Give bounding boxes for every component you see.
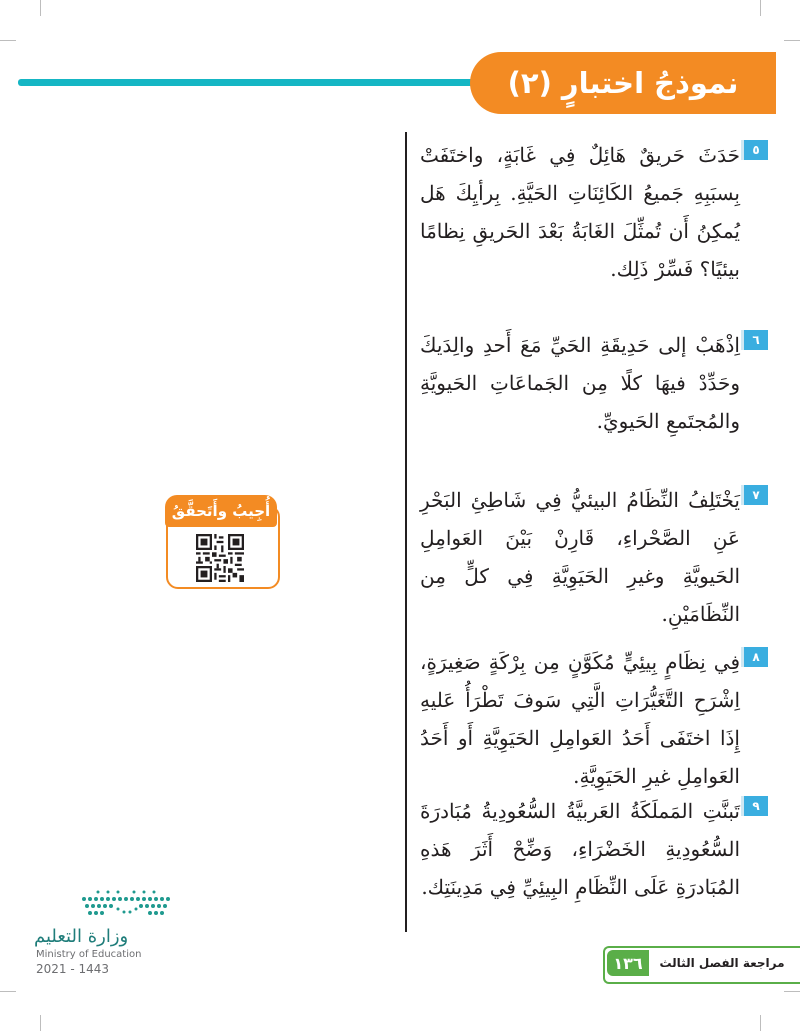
crop-mark: [40, 1015, 41, 1031]
question-text: يَخْتَلِفُ النِّظَامُ البيئيُّ فِي شَاطِئِ البَحْرِ عَنِ الصَّحْراءِ، قَارِنْ بَيْنَ العَوامِلِ الحَيويَّةِ وغيرِ الحَيَوِيَّةِ فِي كلٍّ مِن النِّظَامَيْنِ.: [420, 488, 740, 626]
qr-panel-label: أُجِيبُ وأَتَحقَّقُ: [165, 495, 277, 527]
crop-mark: [760, 1015, 761, 1031]
crop-mark: [40, 0, 41, 16]
crop-mark: [784, 991, 800, 992]
question-number-badge: ٥: [741, 140, 768, 160]
crop-mark: [760, 0, 761, 16]
question-number-badge: ٧: [741, 485, 768, 505]
question-text: حَدَثَ حَريقٌ هَائِلٌ فِي غَابَةٍ، واختَفَتْ بِسبَبِهِ جَميعُ الكَائِنَاتِ الحَيَّةِ. بِرأيِكَ هَل يُمكِنُ أَن تُمثِّلَ الغَابَةُ بَعْدَ الحَريقِ نِظامًا بيئيًا؟ فَسِّرْ ذَلِك.: [420, 143, 740, 281]
crop-mark: [784, 40, 800, 41]
question-number-badge: ٦: [741, 330, 768, 350]
header-banner: [470, 52, 776, 114]
question-text: تَبنَّتِ المَملَكَةُ العَربيَّةُ السُّعُودِيةُ مُبَادرَةَ السُّعُودِيةِ الخَضْرَاءِ، وَضِّحْ أَثَرَ هَذهِ المُبَادرَةِ عَلَى النِّظَامِ البِيئِيِّ فِي مَدِينَتِك.: [420, 799, 740, 899]
ministry-name-arabic: وزارة التعليم: [34, 926, 129, 947]
page-title: نموذجُ اختبارٍ (٢): [507, 66, 739, 100]
header-accent-line: [18, 79, 480, 86]
page-number: ١٣٦: [607, 950, 649, 976]
edition-year: 2021 - 1443: [36, 962, 110, 976]
question-number-badge: ٨: [741, 647, 768, 667]
ministry-logo-icon: [78, 885, 174, 923]
qr-code-icon[interactable]: [196, 534, 244, 582]
question-text: فِي نِظَامٍ بِيئِيٍّ مُكَوَّنٍ مِن بِرْكَةٍ صَغِيرَةٍ، اِشْرَحِ التَّغَيُّرَاتِ الَّتِي سَوفَ تَطْرَأُ عَليهِ إِذَا اختَفَى أَحَدُ العَوامِلِ الحَيَوِيَّةِ أَو أَحَدُ العَوامِلِ غيرِ الحَيَوِيَّةِ.: [420, 650, 740, 788]
crop-mark: [0, 991, 16, 992]
footer-section-label: مراجعة الفصل الثالث: [651, 950, 793, 976]
question-number-badge: ٩: [741, 796, 768, 816]
question-text: اِذْهَبْ إلى حَدِيقَةِ الحَيِّ مَعَ أَحدِ والِدَيكَ وحَدِّدْ فيهَا كلًا مِن الجَماعَاتِ الحَيويَّةِ والمُجتَمعِ الحَيويِّ.: [420, 333, 740, 433]
column-divider: [405, 132, 407, 932]
ministry-name-english: Ministry of Education: [36, 949, 142, 960]
crop-mark: [0, 40, 16, 41]
